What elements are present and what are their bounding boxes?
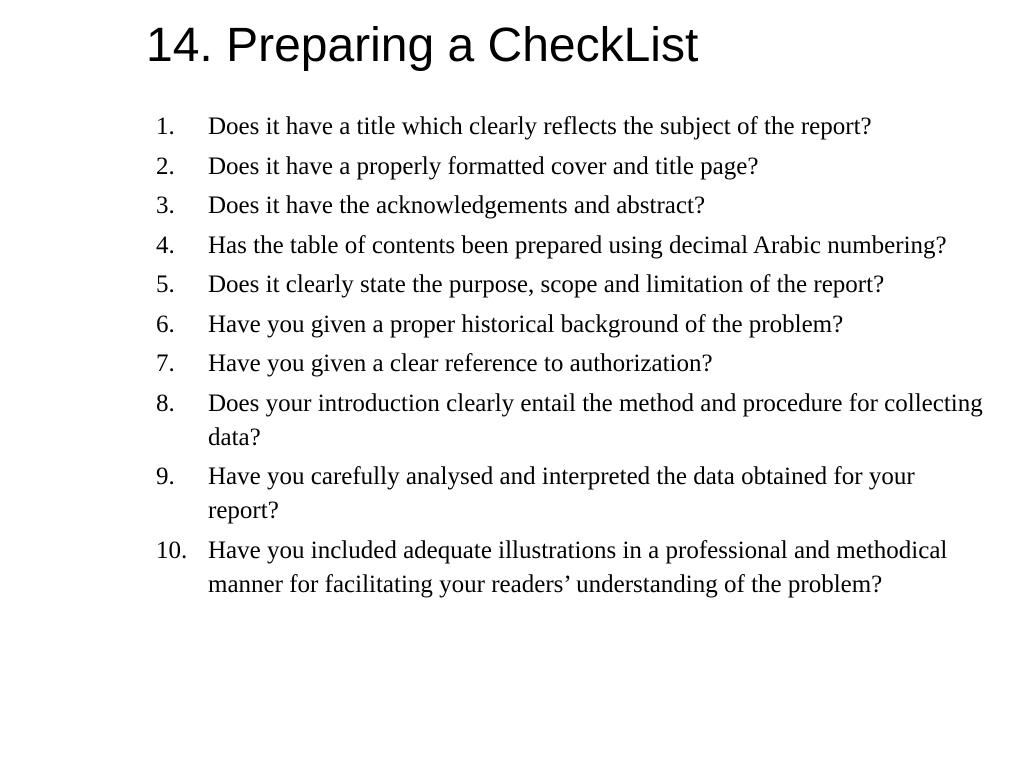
item-number: 1. — [156, 113, 175, 140]
item-number: 7. — [156, 350, 175, 377]
item-number: 3. — [156, 192, 175, 219]
slide-title: 14. Preparing a CheckList — [146, 19, 699, 72]
item-number: 8. — [156, 389, 175, 417]
list-item — [156, 229, 986, 263]
item-text: Does it have a properly formatted cover and title page? — [208, 152, 759, 180]
item-text: Does it clearly state the purpose, scope and limitation of the report? — [208, 271, 885, 298]
item-text: Does it have a title which clearly reflects the subject of the report? — [208, 113, 872, 140]
item-number: 5. — [156, 271, 175, 298]
list-item — [156, 460, 986, 528]
item-text: Does your introduction clearly entail the method and procedure for collecting data? — [208, 389, 983, 451]
list-item — [156, 347, 986, 381]
item-text: Have you included adequate illustrations in a professional and methodical manner for facilitating your readers’ understanding of the problem? — [208, 536, 948, 598]
item-number: 2. — [156, 152, 175, 180]
list-item — [156, 268, 986, 302]
item-number: 4. — [156, 231, 175, 259]
checklist — [156, 110, 986, 607]
list-item — [156, 110, 986, 144]
list-item — [156, 387, 986, 455]
item-text: Have you given a proper historical background of the problem? — [208, 310, 844, 338]
item-text: Have you given a clear reference to authorization? — [208, 350, 713, 377]
item-text: Have you carefully analysed and interpreted the data obtained for your report? — [208, 463, 915, 524]
item-number: 10. — [156, 536, 188, 564]
list-item — [156, 308, 986, 342]
item-text: Has the table of contents been prepared using decimal Arabic numbering? — [208, 231, 947, 259]
list-item — [156, 534, 986, 602]
item-number: 9. — [156, 463, 175, 490]
list-item — [156, 189, 986, 223]
item-text: Does it have the acknowledgements and abstract? — [208, 192, 706, 219]
item-number: 6. — [156, 310, 175, 338]
list-item — [156, 150, 986, 184]
